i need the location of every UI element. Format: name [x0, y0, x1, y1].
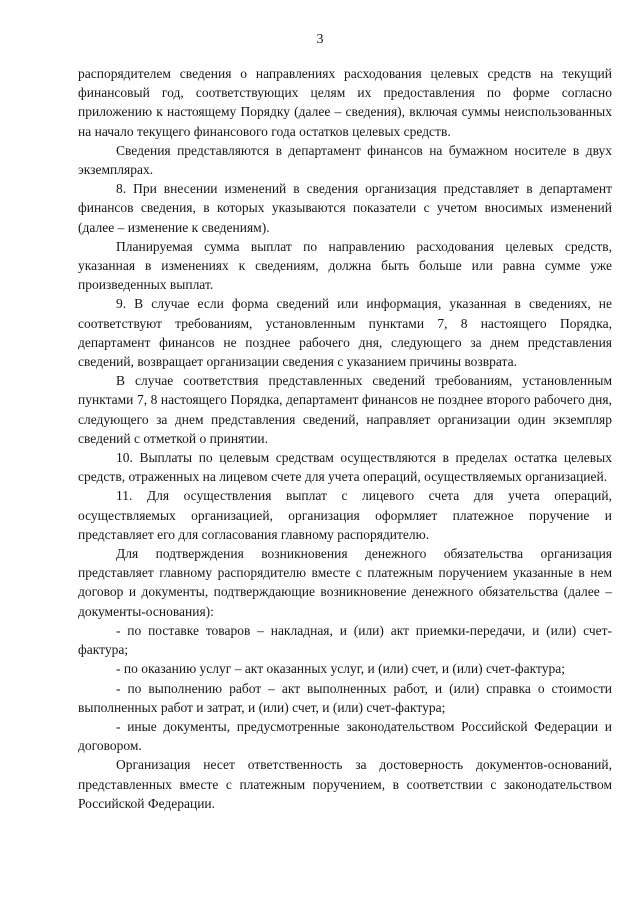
paragraph-item-10: 10. Выплаты по целевым средствам осуществляются в пределах остатка целевых средств, отраженных на лицевом счете для учета операций, осуществляемых организацией. [78, 450, 612, 485]
document-body [78, 64, 612, 813]
list-item-other-documents: - иные документы, предусмотренные законодательством Российской Федерации и договором. [78, 718, 612, 754]
list-item-works: - по выполнению работ – акт выполненных работ, и (или) справка о стоимости выполненных работ и затрат, и (или) счет, и (или) счет-фактура; [78, 680, 612, 715]
paragraph-submission-format: Сведения представляются в департамент финансов на бумажном носителе в двух экземплярах. [78, 142, 612, 178]
paragraph-planned-sum: Планируемая сумма выплат по направлению расходования целевых средств, указанная в изменениях к сведениям, должна быть больше или равна сумме уже произведенных выплат. [78, 238, 612, 293]
page-number: 3 [316, 32, 324, 47]
paragraph-acceptance: В случае соответствия представленных сведений требованиям, установленным пунктами 7, 8 настоящего Порядка, департамент финансов не позднее второго рабочего дня, следующего за днем представления сведений, направляет организации один экземпляр сведений с отметкой о принятии. [78, 373, 612, 446]
paragraph-continuation: распорядителем сведения о направлениях расходования целевых средств на текущий финансовый год, соответствующих целям их предоставления по форме согласно приложению к настоящему Порядку (далее – сведения), включая суммы неиспользованных на начало текущего финансового года остатков целевых средств. [78, 66, 612, 139]
paragraph-obligation-confirmation: Для подтверждения возникновения денежного обязательства организация представляет главному распорядителю вместе с платежным поручением указанные в нем договор и документы, подтверждающие возникновение денежного обязательства (далее – документы-основания): [78, 546, 612, 619]
paragraph-responsibility: Организация несет ответственность за достоверность документов-оснований, представленных вместе с платежным поручением, в соответствии с законодательством Российской Федерации. [78, 757, 612, 811]
list-item-services: - по оказанию услуг – акт оказанных услуг, и (или) счет, и (или) счет-фактура; [116, 661, 565, 677]
list-item-goods: - по поставке товаров – накладная, и (или) акт приемки-передачи, и (или) счет-фактура; [78, 622, 612, 658]
paragraph-item-11: 11. Для осуществления выплат с лицевого счета для учета операций, осуществляемых организацией, организация оформляет платежное поручение и представляет его для согласования главному распорядителю. [78, 488, 612, 542]
paragraph-item-8: 8. При внесении изменений в сведения организация представляет в департамент финансов сведения, в которых указываются показатели с учетом вносимых изменений (далее – изменение к сведениям). [78, 181, 612, 235]
paragraph-item-9: 9. В случае если форма сведений или информация, указанная в сведениях, не соответствуют требованиям, установленным пунктами 7, 8 настоящего Порядка, департамент финансов не позднее рабочего дня, следующего за днем представления сведений, возвращает организации сведения с указанием причины возврата. [78, 296, 612, 370]
